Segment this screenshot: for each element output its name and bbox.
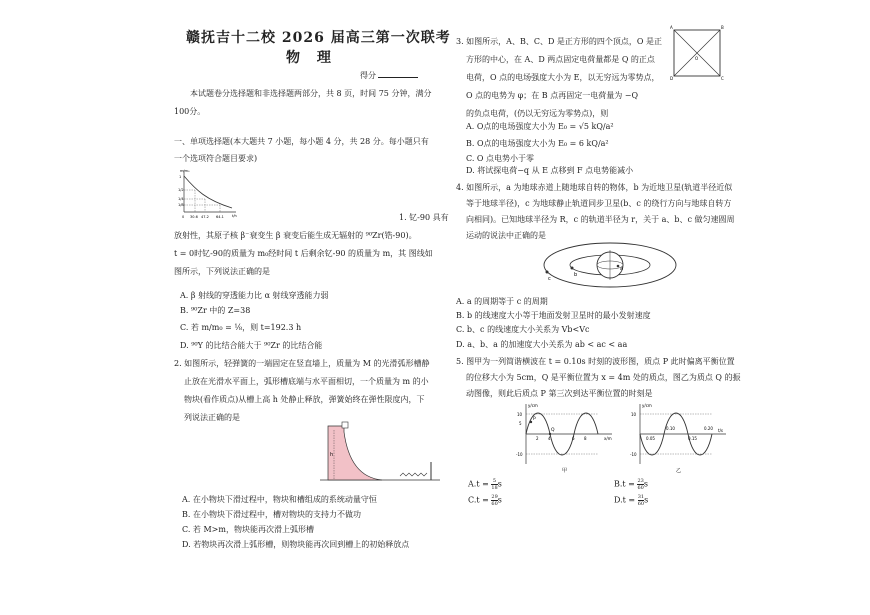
graph-yi-x-015: 0.15	[688, 436, 697, 441]
q3-line-2: 方形的中心，在 A、D 两点固定电荷量都是 Q 的正点	[466, 55, 655, 64]
q4-option-c: C. b、c 的线速度大小关系为 Vb<Vc	[456, 325, 590, 334]
graph-yi-x-020: 0.20	[704, 426, 713, 431]
graph-jia-x-6: 6	[572, 436, 575, 441]
q4-option-b: B. b 的线速度大小等于地面发射卫星时的最小发射速度	[456, 311, 651, 320]
q2-line-4: 列说法正确的是	[184, 413, 240, 422]
q3-option-c: C. O 点电势小于零	[466, 154, 535, 163]
graph-yi-caption: 乙	[676, 468, 682, 474]
y-tick-3: 1/4	[178, 197, 184, 201]
graph-yi-y-label: y/cm	[642, 403, 652, 408]
x-tick-2: 30.6	[190, 215, 198, 219]
q2-option-d: D. 若物块再次滑上弧形槽，则物块能再次回到槽上的初始释放点	[182, 540, 410, 549]
graph-yi-x-010: 0.10	[666, 426, 675, 431]
orbits-figure	[540, 238, 680, 292]
q1-option-c: C. 若 m/m₀ = ⅛，则 t=192.3 h	[180, 323, 302, 332]
q4-line-2: 等于地球半径)，c 为地球静止轨道同步卫星(b、c 的绕行方向与地球自转方	[466, 199, 732, 208]
graph-y-label: m/m₀	[180, 169, 190, 173]
graph-x-label: t/h	[232, 214, 237, 218]
section-heading-line-2: 一个选项符合题目要求)	[174, 154, 258, 163]
q1-line-4: 图所示，下列说法正确的是	[174, 267, 270, 276]
q3-line-4: O 点的电势为 φ；在 B 点再固定一电荷量为 −Q	[466, 91, 639, 100]
q3-option-d: D. 将试探电荷−q 从 E 点移到 F 点电势能减小	[466, 166, 634, 175]
exam-title: 赣抚吉十二校 2026 届高三第一次联考	[186, 30, 451, 46]
x-tick-1: 0	[182, 215, 185, 219]
graph-jia-x-4: 4	[548, 436, 551, 441]
intro-line-2: 100分。	[174, 107, 206, 116]
q4-line-4: 运动的说法中正确的是	[466, 231, 546, 240]
q1-option-b: B. ⁹⁰Zr 中的 Z=38	[180, 306, 251, 315]
q4-option-d: D. a、b、a 的加速度大小关系为 ab < ac < aa	[456, 340, 628, 349]
q2-option-b: B. 在小物块下滑过程中，槽对物块的支持力不做功	[182, 510, 361, 519]
q1-option-a: A. β 射线的穿透能力比 α 射线穿透能力弱	[180, 291, 329, 300]
vibration-graph-yi	[630, 402, 730, 474]
center-o: O	[695, 56, 699, 61]
q5-line-1: 5. 图甲为一列简谐横波在 t = 0.10s 时刻的波形图，质点 P 此时偏离平衡位置	[456, 357, 735, 366]
q3-line-5: 的负点电荷，(仍以无穷远为零势点)，则	[466, 109, 609, 118]
orbit-label-c: c	[548, 276, 551, 282]
intro-line-1: 本试题卷分选择题和非选择题两部分，共 8 页，时间 75 分钟，满分	[190, 89, 432, 98]
wave-graph-jia	[516, 402, 616, 474]
q5-option-c: C.t = $\frac{29}{60}$ s	[468, 494, 502, 507]
graph-jia-y-neg10: -10	[516, 452, 523, 457]
graph-jia-y-label: y/cm	[528, 403, 538, 408]
q1-option-d: D. ⁹⁰Y 的比结合能大于 ⁹⁰Zr 的比结合能	[180, 341, 323, 350]
x-tick-3: 47.2	[201, 215, 209, 219]
curved-slot-figure	[320, 422, 440, 484]
q5-line-2: 的位移大小为 5cm，Q 是平衡位置为 x = 4m 处的质点，图乙为质点 Q 的振	[466, 373, 741, 382]
vertex-a: A	[670, 25, 673, 30]
vertex-c: C	[721, 76, 724, 81]
graph-jia-point-q: Q	[551, 428, 555, 433]
height-label: h	[330, 452, 334, 458]
q3-line-3: 电荷，O 点的电场强度大小为 E，以无穷远为零势点，	[466, 73, 660, 82]
section-heading-line-1: 一、单项选择题(本大题共 7 小题，每小题 4 分，共 28 分。每小题只有	[174, 137, 429, 146]
graph-jia-y-10: 10	[517, 412, 523, 417]
q2-line-2: 止放在光滑水平面上，弧形槽底端与水平面相切，一个质量为 m 的小	[184, 377, 429, 386]
graph-yi-x-005: 0.05	[646, 436, 655, 441]
q5-option-b: B.t = $\frac{23}{60}$ s	[614, 478, 648, 491]
y-tick-2: 1/2	[178, 188, 184, 192]
q2-option-a: A. 在小物块下滑过程中，物块和槽组成的系统动量守恒	[182, 495, 377, 504]
graph-jia-x-8: 8	[584, 436, 587, 441]
graph-yi-y-neg10: -10	[630, 452, 637, 457]
q2-line-1: 2. 如图所示，轻弹簧的一端固定在竖直墙上，质量为 M 的光滑弧形槽静	[174, 359, 430, 368]
x-tick-4: 64.1	[216, 215, 224, 219]
graph-yi-x-label: t/s	[718, 428, 723, 433]
graph-jia-y-5: 5	[519, 421, 522, 426]
decay-graph	[178, 168, 238, 218]
vertex-b: B	[721, 25, 724, 30]
q3-option-b: B. O点的电场强度大小为 E₀ = 6 kQ/a²	[466, 139, 609, 148]
q4-line-3: 向相同)。已知地球半径为 R，c 的轨道半径为 r，关于 a、b、c 做匀速圆周	[466, 215, 735, 224]
q1-line-3: t = 0时钇-90的质量为 m₀经时间 t 后剩余钇-90 的质量为 m，其 图线如	[174, 249, 433, 258]
y-tick-4: 1/8	[178, 203, 184, 207]
q4-line-1: 4. 如图所示，a 为地球赤道上随地球自转的物体，b 为近地卫星(轨道半径近似	[456, 183, 733, 192]
score-label: 得分	[360, 70, 418, 81]
orbit-label-a: a	[620, 266, 624, 272]
q5-option-d: D.t = $\frac{31}{60}$ s	[614, 494, 649, 507]
graph-yi-y-10: 10	[631, 412, 637, 417]
graph-jia-point-p: P	[533, 417, 536, 422]
q2-line-3: 物块(看作质点)从槽上高 h 处静止释放，弹簧始终在弹性限度内，下	[184, 395, 425, 404]
subject-title: 物 理	[286, 50, 337, 66]
square-charges-figure	[670, 26, 726, 80]
q4-option-a: A. a 的周期等于 c 的周期	[456, 297, 548, 306]
orbit-label-b: b	[574, 272, 578, 278]
q5-option-a: A.t = $\frac{5}{18}$ s	[468, 478, 502, 491]
q3-option-a: A. O点的电场强度大小为 E₀ = √5 kQ/a²	[466, 122, 614, 131]
q2-option-c: C. 若 M>m，物块能再次滑上弧形槽	[182, 525, 314, 534]
vertex-d: D	[670, 76, 674, 81]
graph-jia-x-label: x/m	[604, 436, 612, 441]
q1-line-2: 放射性，其原子核 β⁻衰变生 β 衰变后能生成无辐射的 ⁹⁰Zr(锆-90)。	[174, 231, 417, 240]
q5-line-3: 动图像，则此后质点 P 第三次到达平衡位置的时刻是	[466, 389, 653, 398]
graph-jia-x-2: 2	[536, 436, 539, 441]
graph-jia-caption: 甲	[562, 468, 568, 474]
q1-line-1: 1. 钇-90 具有	[399, 213, 449, 222]
y-tick-1: 1	[179, 175, 182, 179]
q3-line-1: 3. 如图所示，A、B、C、D 是正方形的四个顶点，O 是正	[456, 37, 663, 46]
